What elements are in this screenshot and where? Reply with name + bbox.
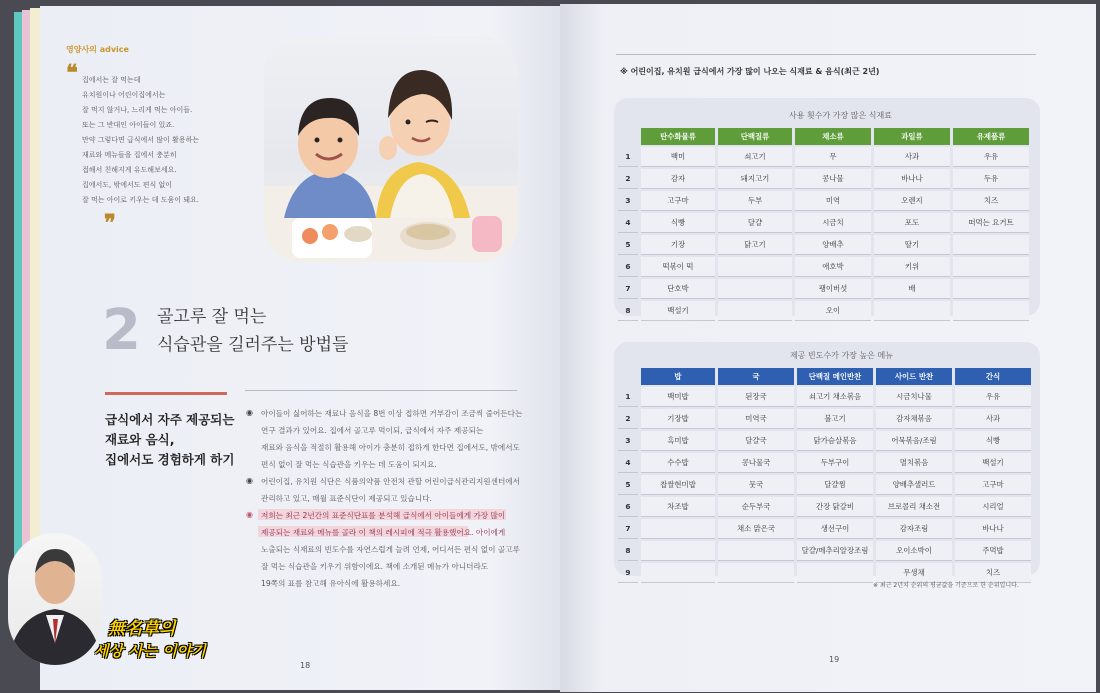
table-cell: 양배추샐러드 xyxy=(876,475,952,495)
table-row xyxy=(618,301,1029,321)
table-cell: 무생채 xyxy=(876,563,952,583)
rank-cell: 4 xyxy=(618,453,638,473)
column-header: 밥 xyxy=(641,368,715,385)
table-cell: 백설기 xyxy=(641,301,715,321)
table-cell: 백설기 xyxy=(955,453,1031,473)
side-heading-line: 집에서도 경험하게 하기 xyxy=(105,452,235,467)
table-cell: 시리얼 xyxy=(955,497,1031,517)
table-row xyxy=(618,409,1031,429)
table-cell: 감자 xyxy=(641,169,715,189)
table-row xyxy=(618,169,1029,189)
paragraph-line: 어린이집, 유치원 식단은 식품의약품 안전처 관할 어린이급식관리지원센터에서 xyxy=(261,477,520,486)
table-cell: 시금치나물 xyxy=(876,387,952,407)
table-cell: 양배추 xyxy=(795,235,871,255)
quote-line: 접해서 친해지게 유도해보세요. xyxy=(82,166,177,174)
table-row xyxy=(618,147,1029,167)
quote-line: 또는 그 반대인 아이들이 있죠. xyxy=(82,121,175,129)
table-header-row xyxy=(618,368,1031,385)
table-cell: 오이 xyxy=(795,301,871,321)
table-row xyxy=(618,235,1029,255)
rank-cell: 6 xyxy=(618,257,638,277)
table-cell xyxy=(641,541,715,561)
table-cell: 닭가슴살볶음 xyxy=(797,431,873,451)
table-row xyxy=(618,387,1031,407)
table-row xyxy=(618,541,1031,561)
table-cell: 콩나물국 xyxy=(718,453,794,473)
rank-cell: 1 xyxy=(618,147,638,167)
table-cell: 떠먹는 요거트 xyxy=(953,213,1029,233)
paragraph-line: 잘 먹는 식습관을 키우기 위함이에요. 책에 소개된 메뉴가 아니더라도 xyxy=(261,562,489,571)
table-cell: 뭇국 xyxy=(718,475,794,495)
rank-cell: 7 xyxy=(618,279,638,299)
table-cell: 사과 xyxy=(955,409,1031,429)
advice-label: 영양사의 advice xyxy=(66,45,129,54)
table-cell: 떡볶이 떡 xyxy=(641,257,715,277)
table-cell: 주먹밥 xyxy=(955,541,1031,561)
bullet-icon: ◉ xyxy=(246,476,253,485)
table-cell: 쇠고기 xyxy=(718,147,792,167)
rank-cell: 7 xyxy=(618,519,638,539)
table-cell: 돼지고기 xyxy=(718,169,792,189)
table-cell: 달걀/메추리알장조림 xyxy=(797,541,873,561)
table-row xyxy=(618,431,1031,451)
table-cell: 콩나물 xyxy=(795,169,871,189)
divider-line xyxy=(245,390,517,391)
table-cell: 어묵볶음/조림 xyxy=(876,431,952,451)
paragraph-line: 아이들이 싫어하는 재료나 음식을 8번 이상 접하면 거부감이 조금씩 줄어든다는 xyxy=(261,409,523,418)
paragraph-line: 관리하고 있고, 매월 표준식단이 제공되고 있습니다. xyxy=(261,494,432,503)
quote-line: 잘 먹지 않거나, 느리게 먹는 아이들. xyxy=(82,106,193,114)
table-cell xyxy=(874,301,950,321)
ingredients-table xyxy=(615,126,1032,323)
table-cell: 불고기 xyxy=(797,409,873,429)
table-cell xyxy=(718,541,794,561)
table-cell: 된장국 xyxy=(718,387,794,407)
table-cell: 백미 xyxy=(641,147,715,167)
table-cell xyxy=(953,279,1029,299)
top-rule xyxy=(616,54,1036,55)
table-row xyxy=(618,257,1029,277)
table-cell: 수수밥 xyxy=(641,453,715,473)
table-cell: 생선구이 xyxy=(797,519,873,539)
table-cell: 바나나 xyxy=(955,519,1031,539)
table-cell: 치즈 xyxy=(953,191,1029,211)
table-row xyxy=(618,191,1029,211)
rank-cell: 6 xyxy=(618,497,638,517)
column-header: 국 xyxy=(718,368,794,385)
table-cell xyxy=(797,563,873,583)
table-cell xyxy=(718,301,792,321)
table-cell: 시금치 xyxy=(795,213,871,233)
table-cell: 간장 닭갈비 xyxy=(797,497,873,517)
rank-cell: 5 xyxy=(618,235,638,255)
bullet-icon: ◉ xyxy=(246,510,253,519)
section-title-line: 식습관을 길러주는 방법들 xyxy=(157,335,349,355)
table-cell: 달걀 xyxy=(718,213,792,233)
table-cell: 무 xyxy=(795,147,871,167)
quote-line: 만약 그렇다면 급식에서 많이 활용하는 xyxy=(82,136,200,144)
table-cell xyxy=(718,563,794,583)
table-cell: 고구마 xyxy=(641,191,715,211)
close-quote-icon: ❞ xyxy=(104,210,116,236)
paragraph-line: 재료와 음식을 적절히 활용해 아이가 충분히 접하게 한다면 집에서도, 밖에서도 xyxy=(261,443,520,452)
rank-cell: 8 xyxy=(618,301,638,321)
table-cell: 브로콜리 채소전 xyxy=(876,497,952,517)
section-number: 2 xyxy=(102,298,141,363)
quote-line: 집에서도, 밖에서도 편식 없이 xyxy=(82,181,173,189)
column-header: 단백질 메인반찬 xyxy=(797,368,873,385)
table-cell: 우유 xyxy=(953,147,1029,167)
rank-cell: 4 xyxy=(618,213,638,233)
table-cell: 고구마 xyxy=(955,475,1031,495)
table-cell: 멸치볶음 xyxy=(876,453,952,473)
column-header: 간식 xyxy=(955,368,1031,385)
paragraph-line: 저희는 최근 2년간의 표준식단표를 분석해 급식에서 아이들에게 가장 많이 xyxy=(261,511,506,520)
table-cell: 바나나 xyxy=(874,169,950,189)
column-header: 과일류 xyxy=(874,128,950,145)
menu-table xyxy=(615,366,1034,585)
paragraph-line: 19쪽의 표를 참고해 유아식에 활용하세요. xyxy=(261,579,401,588)
table-cell: 사과 xyxy=(874,147,950,167)
table-cell xyxy=(953,235,1029,255)
table-cell: 오이소박이 xyxy=(876,541,952,561)
side-heading-line: 급식에서 자주 제공되는 xyxy=(105,412,235,427)
signature-line: 세상 사는 이야기 xyxy=(94,642,206,660)
table-row xyxy=(618,475,1031,495)
table-cell xyxy=(641,519,715,539)
column-header: 사이드 반찬 xyxy=(876,368,952,385)
table-cell: 키위 xyxy=(874,257,950,277)
rank-cell: 9 xyxy=(618,563,638,583)
table-cell: 달걀찜 xyxy=(797,475,873,495)
page-number-left: 18 xyxy=(300,661,311,670)
paragraph-line: 제공되는 재료와 메뉴를 골라 이 책의 레시피에 적극 활용했어요. 아이에게 xyxy=(261,528,506,537)
table-cell: 단호박 xyxy=(641,279,715,299)
table-cell: 포도 xyxy=(874,213,950,233)
rank-cell: 3 xyxy=(618,191,638,211)
table-cell: 오렌지 xyxy=(874,191,950,211)
corner-cell xyxy=(618,128,638,145)
side-heading-line: 재료와 음식, xyxy=(105,432,175,447)
table-cell: 흑미밥 xyxy=(641,431,715,451)
paragraph-line: 연구 결과가 있어요. 집에서 골고루 먹이되, 급식에서 자주 제공되는 xyxy=(261,426,484,435)
table-cell: 애호박 xyxy=(795,257,871,277)
table-cell: 달걀국 xyxy=(718,431,794,451)
table-cell: 식빵 xyxy=(955,431,1031,451)
table-cell: 치즈 xyxy=(955,563,1031,583)
page-title: ※ 어린이집, 유치원 급식에서 가장 많이 나오는 식재료 & 음식(최근 2년) xyxy=(620,67,880,76)
rank-cell: 2 xyxy=(618,169,638,189)
table-cell: 두부 xyxy=(718,191,792,211)
corner-cell xyxy=(618,368,638,385)
table-cell: 팽이버섯 xyxy=(795,279,871,299)
table-cell: 채소 맑은국 xyxy=(718,519,794,539)
menu-caption: 제공 빈도수가 가장 높은 메뉴 xyxy=(790,351,893,360)
table-cell: 미역국 xyxy=(718,409,794,429)
table-cell xyxy=(718,279,792,299)
table-cell: 차조밥 xyxy=(641,497,715,517)
column-header: 유제품류 xyxy=(953,128,1029,145)
rank-cell: 1 xyxy=(618,387,638,407)
table-cell: 닭고기 xyxy=(718,235,792,255)
signature-line: 無名草의 xyxy=(108,619,176,639)
table-cell xyxy=(718,257,792,277)
profile-photo xyxy=(8,533,102,665)
page-number-right: 19 xyxy=(829,655,840,664)
bullet-icon: ◉ xyxy=(246,408,253,417)
table-cell: 기장 xyxy=(641,235,715,255)
heading-accent-bar xyxy=(105,392,227,395)
table-cell: 미역 xyxy=(795,191,871,211)
table-row xyxy=(618,453,1031,473)
paragraph-line: 노출되는 식재료의 빈도수를 자연스럽게 늘려 언제, 어디서든 편식 없이 골고루 xyxy=(261,545,520,554)
table-row xyxy=(618,519,1031,539)
quote-line: 유치원이나 어린이집에서는 xyxy=(82,91,166,99)
ingredients-caption: 사용 횟수가 가장 많은 식재료 xyxy=(789,111,892,120)
footnote: ※ 최근 2년치 순위의 평균값을 기준으로 한 순위입니다. xyxy=(873,582,1019,589)
table-row xyxy=(618,213,1029,233)
table-header-row xyxy=(618,128,1029,145)
table-cell: 감자조림 xyxy=(876,519,952,539)
quote-line: 잘 먹는 아이로 키우는 데 도움이 돼요. xyxy=(82,196,200,204)
table-cell: 쇠고기 채소볶음 xyxy=(797,387,873,407)
column-header: 탄수화물류 xyxy=(641,128,715,145)
children-meal-photo xyxy=(264,36,518,262)
rank-cell: 3 xyxy=(618,431,638,451)
table-cell: 기장밥 xyxy=(641,409,715,429)
table-cell: 딸기 xyxy=(874,235,950,255)
open-quote-icon: ❝ xyxy=(66,60,78,86)
table-row xyxy=(618,497,1031,517)
table-cell: 배 xyxy=(874,279,950,299)
table-cell: 우유 xyxy=(955,387,1031,407)
table-cell: 찹쌀현미밥 xyxy=(641,475,715,495)
paragraph-line: 편식 없이 잘 먹는 식습관을 키우는 데 도움이 되지요. xyxy=(261,460,437,469)
table-cell: 백미밥 xyxy=(641,387,715,407)
rank-cell: 8 xyxy=(618,541,638,561)
quote-line: 집에서는 잘 먹는데 xyxy=(82,76,141,84)
section-title-line: 골고루 잘 먹는 xyxy=(157,307,267,327)
quote-line: 재료와 메뉴들을 집에서 충분히 xyxy=(82,151,177,159)
rank-cell: 5 xyxy=(618,475,638,495)
table-cell: 두유 xyxy=(953,169,1029,189)
table-cell: 식빵 xyxy=(641,213,715,233)
table-cell xyxy=(953,257,1029,277)
column-header: 단백질류 xyxy=(718,128,792,145)
table-cell: 감자채볶음 xyxy=(876,409,952,429)
table-row xyxy=(618,279,1029,299)
table-cell xyxy=(953,301,1029,321)
table-cell: 두부구이 xyxy=(797,453,873,473)
table-cell: 순두부국 xyxy=(718,497,794,517)
table-cell xyxy=(641,563,715,583)
column-header: 채소류 xyxy=(795,128,871,145)
rank-cell: 2 xyxy=(618,409,638,429)
